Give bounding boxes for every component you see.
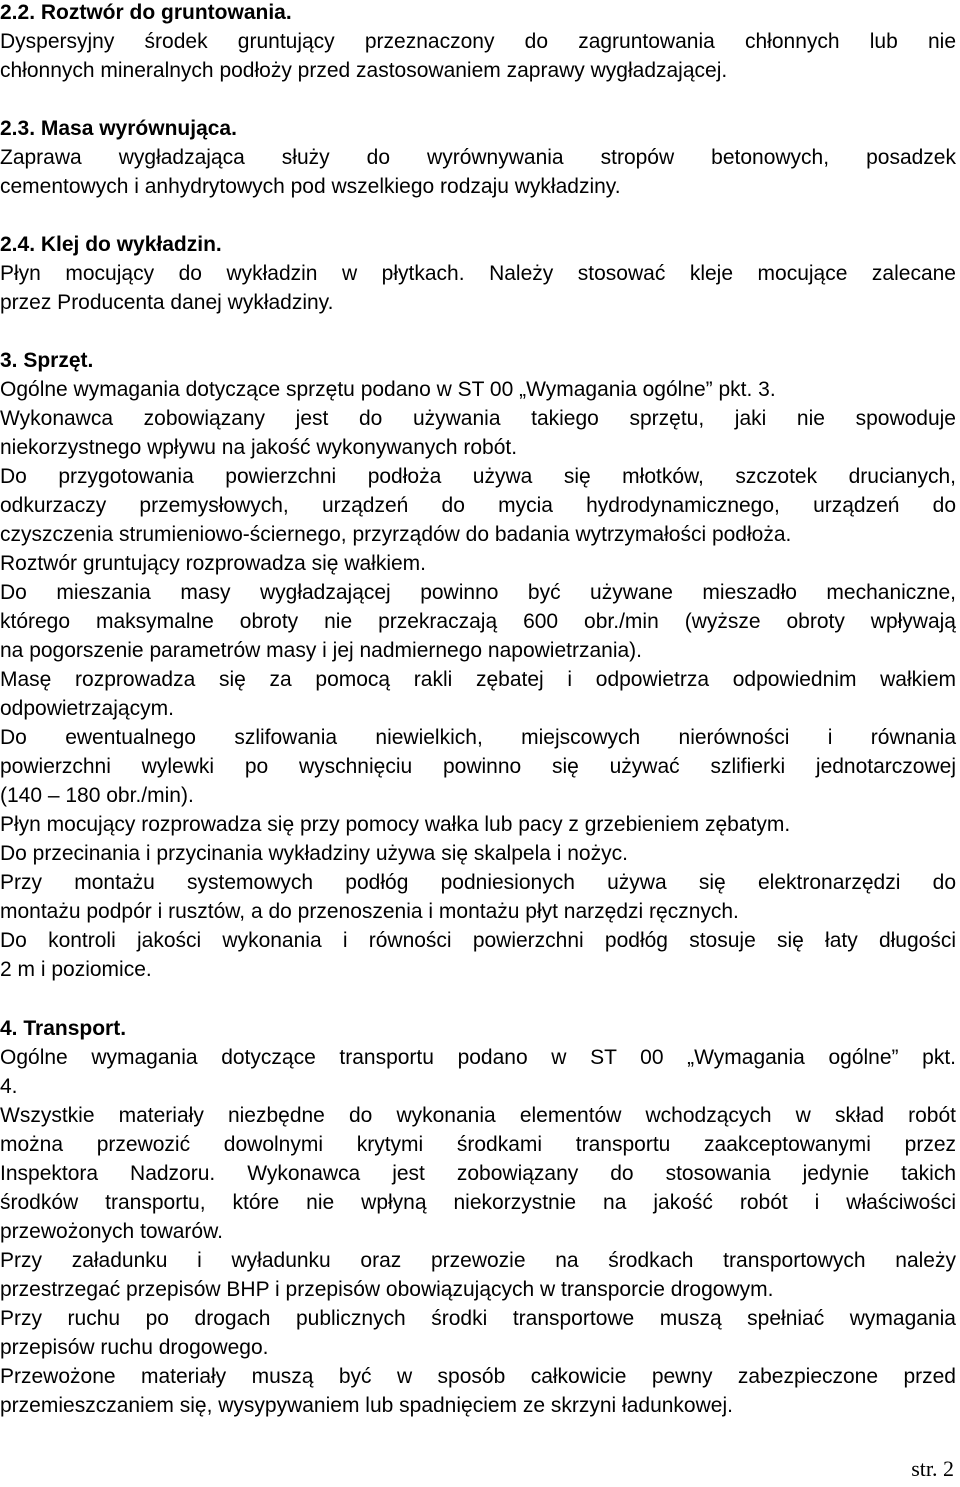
paragraph-line: Roztwór gruntujący rozprowadza się wałkiem. <box>0 552 426 575</box>
paragraph-line: cementowych i anhydrytowych pod wszelkiego rodzaju wykładziny. <box>0 175 621 198</box>
paragraph-line: przemieszczaniem się, wysypywaniem lub spadnięciem ze skrzyni ładunkowej. <box>0 1394 733 1417</box>
paragraph-line: na pogorszenie parametrów masy i jej nadmiernego napowietrzania). <box>0 639 643 662</box>
paragraph-line: Do mieszania masy wygładzającej powinno być używane mieszadło mechaniczne, <box>0 581 956 604</box>
paragraph-line: Ogólne wymagania dotyczące sprzętu podano w ST 00 „Wymagania ogólne” pkt. 3. <box>0 378 776 401</box>
paragraph-line: Ogólne wymagania dotyczące transportu podano w ST 00 „Wymagania ogólne” pkt. <box>0 1046 956 1069</box>
paragraph-line: Do przecinania i przycinania wykładziny używa się skalpela i nożyc. <box>0 842 628 865</box>
paragraph-line: odpowietrzającym. <box>0 697 174 720</box>
paragraph-line: Płyn mocujący rozprowadza się przy pomocy wałka lub pacy z grzebieniem zębatym. <box>0 813 791 836</box>
paragraph-line: którego maksymalne obroty nie przekraczają 600 obr./min (wyższe obroty wpływają <box>0 610 956 633</box>
page-number: str. 2 <box>911 1456 954 1481</box>
section-heading: 3. Sprzęt. <box>0 349 94 372</box>
paragraph-line: Zaprawa wygładzająca służy do wyrównywania stropów betonowych, posadzek <box>0 146 956 169</box>
paragraph-line: Przy ruchu po drogach publicznych środki transportowe muszą spełniać wymagania <box>0 1307 956 1330</box>
paragraph-line: środków transportu, które nie wpłyną niekorzystnie na jakość robót i właściwości <box>0 1191 956 1214</box>
paragraph-line: powierzchni wylewki po wyschnięciu powinno się używać szlifierki jednotarczowej <box>0 755 956 778</box>
paragraph-line: przestrzegać przepisów BHP i przepisów obowiązujących w transporcie drogowym. <box>0 1278 774 1301</box>
paragraph-line: 4. <box>0 1075 18 1098</box>
section-heading: 4. Transport. <box>0 1017 127 1040</box>
paragraph-line: Dyspersyjny środek gruntujący przeznaczony do zagruntowania chłonnych lub nie <box>0 30 956 53</box>
paragraph-line: przepisów ruchu drogowego. <box>0 1336 269 1359</box>
paragraph-line: Wykonawca zobowiązany jest do używania takiego sprzętu, jaki nie spowoduje <box>0 407 956 430</box>
section-heading: 2.3. Masa wyrównująca. <box>0 117 237 140</box>
paragraph-line: można przewozić dowolnymi krytymi środkami transportu zaakceptowanymi przez <box>0 1133 956 1156</box>
paragraph-line: Do kontroli jakości wykonania i równości powierzchni podłóg stosuje się łaty długości <box>0 929 956 952</box>
paragraph-line: (140 – 180 obr./min). <box>0 784 194 807</box>
paragraph-line: Do ewentualnego szlifowania niewielkich, miejscowych nierówności i równania <box>0 726 956 749</box>
paragraph-line: Inspektora Nadzoru. Wykonawca jest zobowiązany do stosowania jedynie takich <box>0 1162 956 1185</box>
paragraph-line: Płyn mocujący do wykładzin w płytkach. Należy stosować kleje mocujące zalecane <box>0 262 956 285</box>
section-heading: 2.2. Roztwór do gruntowania. <box>0 1 292 24</box>
paragraph-line: odkurzaczy przemysłowych, urządzeń do mycia hydrodynamicznego, urządzeń do <box>0 494 956 517</box>
paragraph-line: przewożonych towarów. <box>0 1220 223 1243</box>
paragraph-line: Przy montażu systemowych podłóg podniesionych używa się elektronarzędzi do <box>0 871 956 894</box>
paragraph-line: czyszczenia strumieniowo-ściernego, przyrządów do badania wytrzymałości podłoża. <box>0 523 792 546</box>
section-heading: 2.4. Klej do wykładzin. <box>0 233 222 256</box>
paragraph-line: przez Producenta danej wykładziny. <box>0 291 334 314</box>
paragraph-line: Wszystkie materiały niezbędne do wykonania elementów wchodzących w skład robót <box>0 1104 956 1127</box>
paragraph-line: 2 m i poziomice. <box>0 958 152 981</box>
paragraph-line: chłonnych mineralnych podłoży przed zastosowaniem zaprawy wygładzającej. <box>0 59 728 82</box>
paragraph-line: montażu podpór i rusztów, a do przenoszenia i montażu płyt narzędzi ręcznych. <box>0 900 739 923</box>
paragraph-line: Przy załadunku i wyładunku oraz przewozie na środkach transportowych należy <box>0 1249 956 1272</box>
paragraph-line: Masę rozprowadza się za pomocą rakli zębatej i odpowietrza odpowiednim wałkiem <box>0 668 956 691</box>
paragraph-line: Do przygotowania powierzchni podłoża używa się młotków, szczotek drucianych, <box>0 465 956 488</box>
paragraph-line: niekorzystnego wpływu na jakość wykonywanych robót. <box>0 436 518 459</box>
paragraph-line: Przewożone materiały muszą być w sposób całkowicie pewny zabezpieczone przed <box>0 1365 956 1388</box>
